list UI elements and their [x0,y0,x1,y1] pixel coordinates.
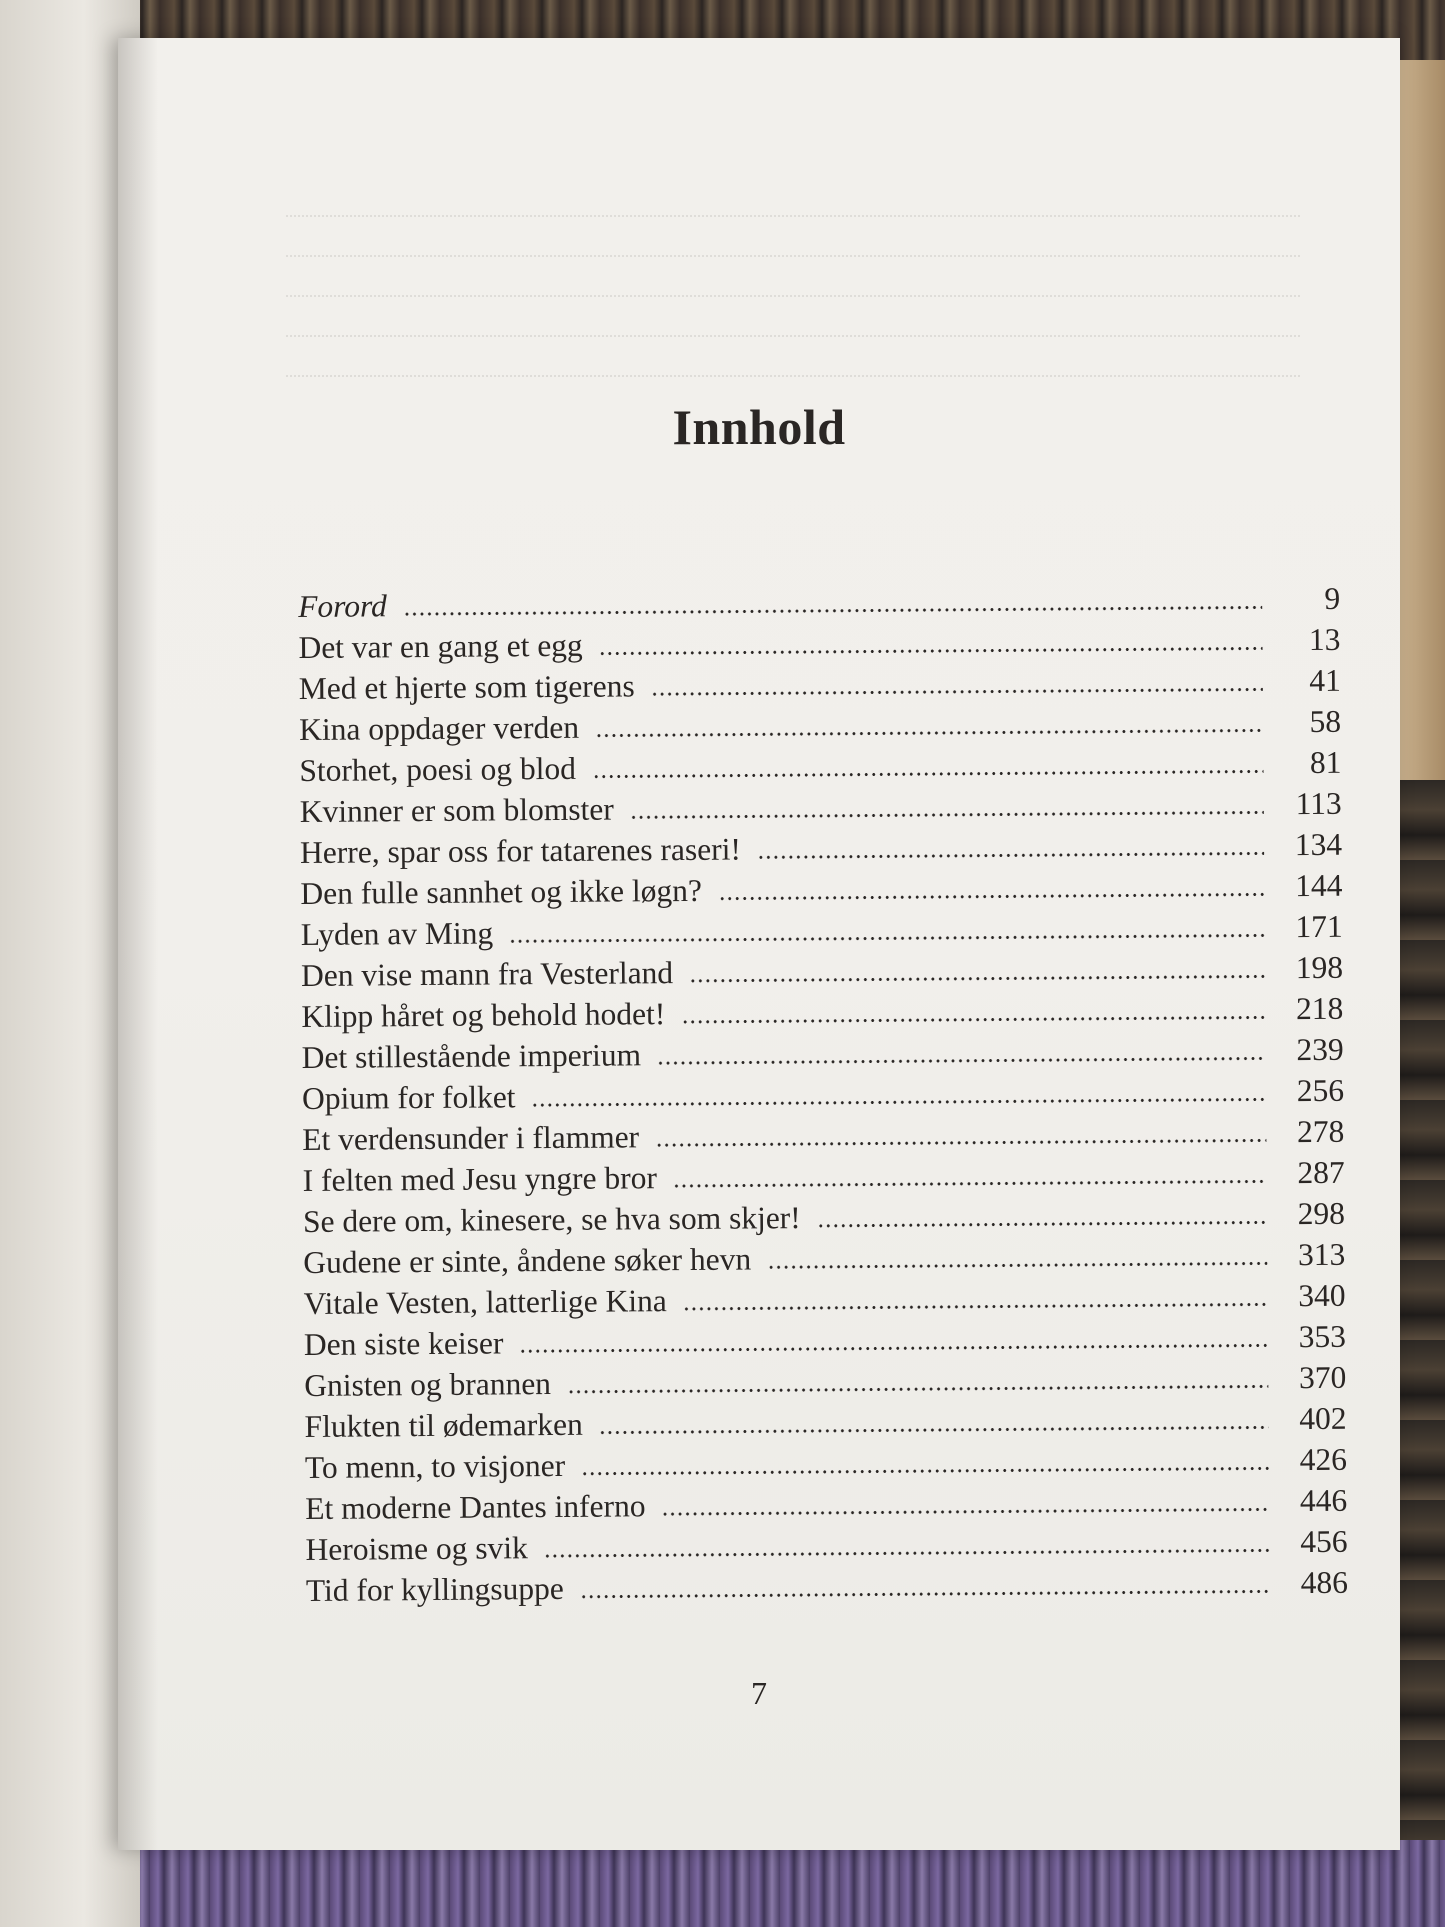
toc-entry-page: 171 [1295,908,1343,945]
toc-entry-title: Det var en gang et egg [298,627,583,665]
toc-entry-title: Den vise mann fra Vesterland [300,955,674,993]
toc-leader-dots [581,1466,1269,1475]
toc-leader-dots [580,1589,1270,1598]
toc-entry-page: 278 [1296,1113,1345,1150]
background-fabric [0,1840,1445,1927]
toc-entry-page: 486 [1300,1564,1348,1601]
toc-leader-dots [592,769,1264,778]
book-page [118,38,1400,1850]
toc-leader-dots [630,810,1264,819]
toc-entry-title: Det stillestående imperium [301,1037,642,1075]
table-of-contents [298,578,1348,1611]
toc-entry-page: 456 [1300,1523,1348,1560]
toc-entry-title: Gnisten og brannen [304,1366,552,1403]
toc-entry-page: 313 [1297,1236,1346,1273]
toc-leader-dots [681,1015,1265,1024]
toc-entry-title: Heroisme og svik [305,1530,528,1567]
toc-leader-dots [599,646,1263,655]
toc-entry-title: Den fulle sannhet og ikke løgn? [300,872,703,911]
toc-leader-dots [657,1056,1266,1065]
toc-leader-dots [683,1302,1268,1311]
toc-entry-page: 13 [1308,621,1341,658]
toc-leader-dots [651,687,1263,696]
page-gutter-shadow [118,38,158,1850]
toc-entry-title: Lyden av Ming [300,915,494,952]
toc-entry-title: Gudene er sinte, åndene søker hevn [303,1241,752,1280]
toc-leader-dots [718,892,1264,900]
toc-leader-dots [689,974,1265,983]
toc-leader-dots [757,851,1264,859]
toc-leader-dots [599,1425,1269,1434]
toc-entry-page: 298 [1297,1195,1346,1232]
toc-leader-dots [595,728,1263,737]
toc-entry-page: 81 [1309,744,1342,781]
toc-entry-title: Forord [298,588,387,624]
toc-entry-page: 340 [1298,1277,1346,1314]
toc-entry-page: 256 [1296,1072,1345,1109]
toc-entry-title: Kvinner er som blomster [299,791,614,829]
toc-entry-page: 287 [1297,1154,1345,1191]
toc-entry-page: 402 [1299,1400,1347,1437]
toc-leader-dots [509,933,1265,943]
toc-entry-page: 9 [1324,580,1341,616]
toc-entry-title: Herre, spar oss for tatarenes raseri! [299,831,742,870]
toc-leader-dots [544,1548,1270,1558]
toc-entry-title: Se dere om, kinesere, se hva som skjer! [302,1200,801,1239]
toc-entry-page: 446 [1299,1482,1348,1519]
toc-leader-dots [403,605,1262,616]
toc-entry-title: Opium for folket [301,1079,516,1116]
toc-entry [306,1562,1348,1611]
toc-leader-dots [662,1507,1270,1516]
toc-leader-dots [817,1220,1267,1228]
toc-entry-page: 218 [1295,990,1344,1027]
contents-heading: Innhold [672,399,846,455]
toc-entry-page: 58 [1309,703,1342,740]
toc-entry-title: Kina oppdager verden [298,709,580,747]
toc-entry-title: Et verdensunder i flammer [302,1119,640,1157]
page-number: 7 [751,1675,767,1711]
toc-entry-title: Vitale Vesten, latterlige Kina [303,1283,667,1321]
toc-leader-dots [532,1097,1267,1107]
toc-entry-page: 198 [1295,949,1344,986]
toc-entry-title: Storhet, poesi og blod [299,750,577,788]
toc-entry-page: 144 [1294,867,1343,904]
toc-entry-title: Flukten til ødemarken [304,1406,583,1444]
toc-entry-page: 113 [1295,785,1342,822]
toc-entry-title: Tid for kyllingsuppe [305,1570,564,1608]
toc-entry-title: Den siste keiser [303,1325,504,1362]
toc-entry-title: Klipp håret og behold hodet! [301,996,666,1034]
toc-leader-dots [673,1179,1267,1188]
toc-leader-dots [567,1384,1268,1394]
toc-entry-page: 134 [1294,826,1343,863]
toc-entry-title: Med et hjerte som tigerens [298,668,635,706]
toc-entry-title: I felten med Jesu yngre bror [302,1160,658,1198]
toc-entry-page: 239 [1296,1031,1344,1068]
toc-entry-page: 426 [1299,1441,1348,1478]
toc-entry-page: 370 [1298,1359,1347,1396]
toc-entry-title: Et moderne Dantes inferno [305,1488,646,1526]
toc-leader-dots [519,1343,1268,1353]
toc-leader-dots [655,1138,1266,1147]
toc-entry-page: 353 [1298,1318,1347,1355]
toc-entry-title: To menn, to visjoner [304,1447,566,1485]
toc-leader-dots [767,1261,1267,1269]
bleed-through-text [268,186,1318,386]
toc-entry-page: 41 [1309,662,1341,699]
